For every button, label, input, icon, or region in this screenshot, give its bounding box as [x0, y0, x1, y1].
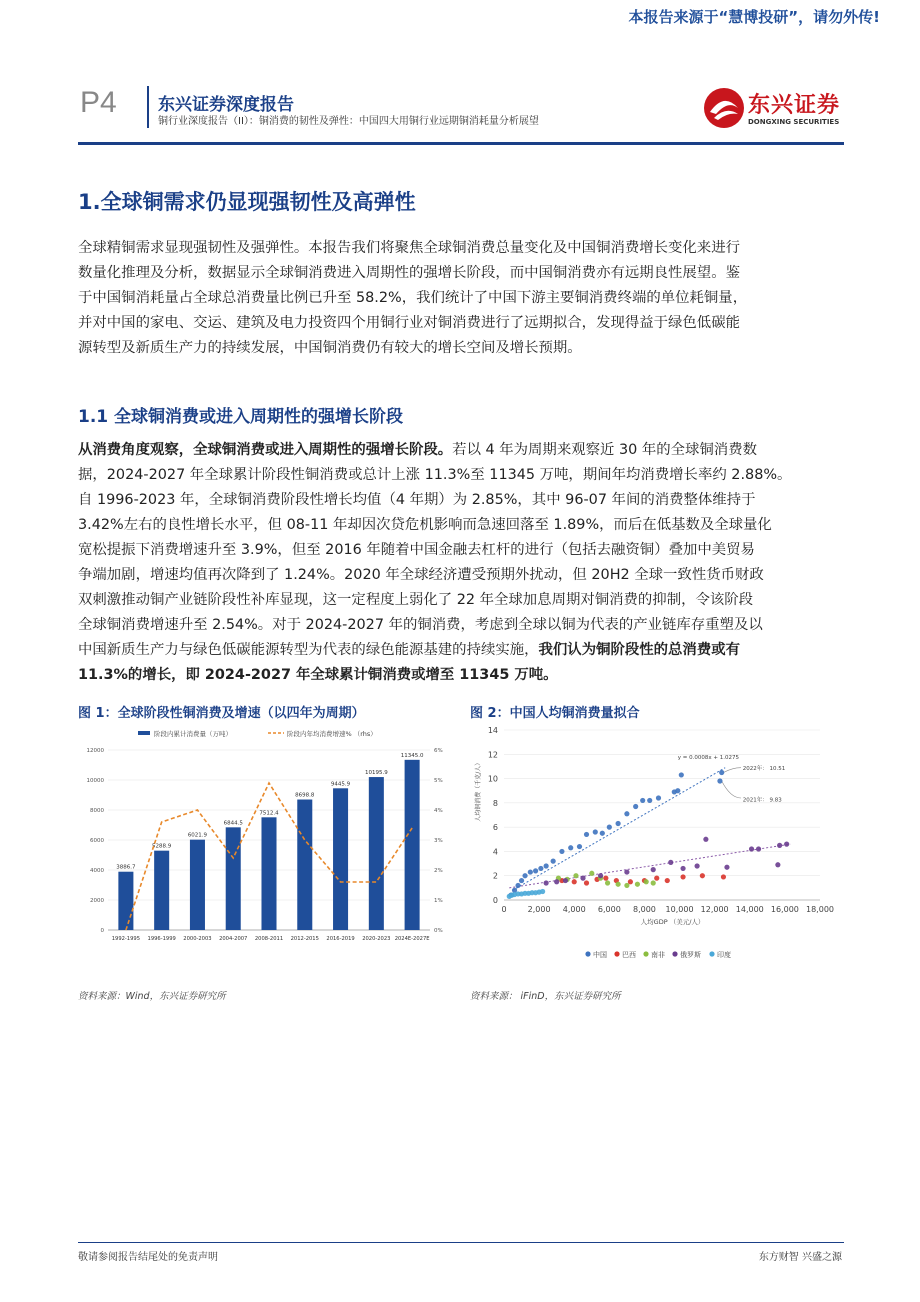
x-tick-label: 0: [501, 905, 507, 914]
category-label: 2000-2003: [183, 936, 212, 942]
figure-2-chart: [470, 722, 846, 968]
x-tick-label: 2,000: [527, 905, 551, 914]
scatter-point: [640, 798, 645, 803]
scatter-point: [695, 863, 700, 868]
footer-rule: [78, 1242, 844, 1243]
paragraph-line: [78, 663, 844, 688]
bar: [261, 817, 276, 930]
paragraph-line: 争端加剧，增速均值再次降到了 1.24%。2020 年全球经济遭受预期外扰动，但 20H2 全球一致性货币财政: [78, 567, 764, 583]
left-tick-label: 10000: [86, 778, 104, 784]
annotation-2022: 2022年： 10.51: [742, 766, 786, 773]
bar: [190, 840, 205, 930]
scatter-point: [573, 873, 578, 878]
scatter-point: [544, 863, 549, 868]
figure-2-source: 资料来源： iFinD，东兴证券研究所: [470, 991, 621, 1002]
section-1-1-heading: 1.1 全球铜消费或进入周期性的强增长阶段: [78, 407, 404, 427]
scatter-point: [651, 867, 656, 872]
scatter-point: [703, 837, 708, 842]
scatter-point: [538, 866, 543, 871]
scatter-point: [551, 859, 556, 864]
annotation-2021: 2021年： 9.83: [742, 797, 782, 804]
bar: [333, 788, 348, 930]
bar-value-label: 6844.5: [223, 820, 243, 827]
conclusion-bold: 我们认为铜阶段性的总消费或有: [538, 642, 740, 658]
category-label: 2020-2023: [362, 936, 391, 942]
legend-line-label: 阶段内年均消费增速% （rhs）: [287, 730, 377, 738]
logo-text: 东兴证券: [748, 93, 841, 118]
paragraph-line: 全球精铜需求显现强韧性及强弹性。本报告我们将聚焦全球铜消费总量变化及中国铜消费增长变化来进行: [78, 240, 740, 256]
right-tick-label: 5%: [434, 778, 443, 784]
scatter-point: [644, 879, 649, 884]
category-label: 1992-1995: [111, 936, 141, 942]
figure-1-chart: [78, 722, 458, 954]
line-plain: 中国新质生产力与绿色低碳能源转型为代表的绿色能源基建的持续实施，: [78, 642, 539, 658]
source-notice: 本报告来源于“慧博投研”，请勿外传!: [628, 8, 880, 26]
scatter-point: [559, 849, 564, 854]
paragraph-line: [78, 638, 844, 663]
bar-value-label: 3886.7: [116, 864, 136, 871]
paragraph-line: 于中国铜消耗量占全球总消费量比例已升至 58.2%，我们统计了中国下游主要铜消费终端的单位耗铜量，: [78, 290, 748, 306]
bar: [226, 827, 241, 930]
conclusion-bold-end: 11.3%的增长，即 2024-2027 年全球累计铜消费或增至 11345 万吨。: [78, 667, 558, 683]
right-tick-label: 6%: [434, 748, 443, 754]
legend-marker: [585, 951, 590, 956]
scatter-point: [598, 873, 603, 878]
scatter-point: [624, 869, 629, 874]
trend-equation: y = 0.0008x + 1.0275: [677, 755, 740, 762]
right-tick-label: 2%: [434, 868, 443, 874]
scatter-point: [522, 873, 527, 878]
scatter-point: [675, 788, 680, 793]
legend-label: 印度: [717, 951, 731, 959]
bar-value-label: 7512.4: [259, 810, 279, 817]
bar: [118, 872, 133, 930]
scatter-point: [651, 880, 656, 885]
paragraph-line: 并对中国的家电、交运、建筑及电力投资四个用铜行业对铜消费进行了远期拟合，发现得益于绿色低碳能: [78, 315, 740, 331]
page-number: P4: [80, 86, 117, 119]
scatter-point: [528, 869, 533, 874]
category-label: 2016-2019: [326, 936, 355, 942]
left-tick-label: 12000: [86, 748, 104, 754]
scatter-point: [624, 883, 629, 888]
china-trendline: [513, 768, 725, 891]
x-tick-label: 8,000: [632, 905, 656, 914]
left-tick-label: 8000: [90, 808, 104, 814]
legend-bar-swatch: [138, 731, 150, 735]
paragraph-line: [78, 438, 844, 463]
scatter-point: [519, 878, 524, 883]
scatter-point: [577, 844, 582, 849]
category-label: 2012-2015: [290, 936, 319, 942]
scatter-point: [654, 876, 659, 881]
bar-value-label: 6021.9: [187, 832, 208, 839]
x-tick-label: 6,000: [597, 905, 621, 914]
bar: [369, 777, 384, 930]
figure-1-source: 资料来源：Wind，东兴证券研究所: [78, 991, 226, 1002]
scatter-point: [554, 879, 559, 884]
bar-value-label: 9445.9: [330, 781, 351, 788]
annotation-leader: [722, 781, 741, 798]
lead-rest: 若以 4 年为周期来观察近 30 年的全球铜消费数: [452, 442, 757, 458]
scatter-point: [605, 880, 610, 885]
scatter-point: [679, 772, 684, 777]
y-tick-label: 4: [492, 847, 498, 857]
y-tick-label: 6: [492, 823, 498, 833]
scatter-point: [717, 778, 722, 783]
footer-slogan: 东方财智 兴盛之源: [758, 1252, 842, 1263]
bar: [297, 800, 312, 930]
section-1-1-paragraph: [78, 438, 844, 688]
scatter-point: [515, 883, 520, 888]
scatter-point: [656, 795, 661, 800]
legend-label: 南非: [651, 951, 665, 959]
scatter-point: [724, 865, 729, 870]
scatter-point: [603, 876, 608, 881]
report-title: 东兴证券深度报告: [158, 95, 294, 115]
header-rule: [78, 142, 844, 145]
bar: [405, 760, 420, 930]
paragraph-line: 3.42%左右的良性增长水平，但 08-11 年却因次贷危机影响而急速回落至 1.89%，而后在低基数及全球量化: [78, 517, 772, 533]
paragraph-line: 自 1996-2023 年，全球铜消费阶段性增长均值（4 年期）为 2.85%，其中 96-07 年间的消费整体维持于: [78, 492, 756, 508]
scatter-point: [544, 880, 549, 885]
bar-value-label: 10195.9: [364, 770, 388, 777]
scatter-point: [616, 821, 621, 826]
x-tick-label: 12,000: [700, 905, 729, 914]
scatter-point: [584, 880, 589, 885]
annotation-leader: [723, 768, 741, 773]
y-tick-label: 2: [492, 871, 498, 881]
dongxing-logo-icon: [702, 86, 746, 130]
header-divider: [147, 86, 149, 128]
scatter-point: [616, 882, 621, 887]
legend-marker: [709, 951, 714, 956]
scatter-point: [563, 878, 568, 883]
figure-1-caption: 图 1：全球阶段性铜消费及增速（以四年为周期）: [78, 706, 365, 721]
scatter-point: [668, 860, 673, 865]
bar-value-label: 11345.0: [400, 752, 424, 759]
scatter-point: [680, 866, 685, 871]
paragraph-line: 源转型及新质生产力的持续发展，中国铜消费仍有较大的增长空间及增长预期。: [78, 340, 582, 356]
bar-value-label: 5288.9: [152, 843, 172, 850]
scatter-point: [784, 842, 789, 847]
scatter-point: [589, 871, 594, 876]
scatter-point: [680, 874, 685, 879]
category-label: 2008-2011: [254, 936, 284, 942]
scatter-point: [749, 846, 754, 851]
bar: [154, 851, 169, 930]
paragraph-line: 数量化推理及分析，数据显示全球铜消费进入周期性的强增长阶段，而中国铜消费亦有远期良性展望。鉴: [78, 265, 740, 281]
section-1-paragraph: [78, 236, 844, 361]
scatter-point: [540, 889, 545, 894]
footer-disclaimer: 敬请参阅报告结尾处的免责声明: [78, 1252, 218, 1263]
y-axis-title: 人均铜消费（千克/人）: [475, 759, 482, 822]
scatter-point: [719, 770, 724, 775]
section-1-heading: 1.全球铜需求仍显现强韧性及高弹性: [78, 190, 416, 214]
logo-english: DONGXING SECURITIES: [748, 118, 840, 126]
left-tick-label: 0: [100, 928, 104, 934]
right-tick-label: 1%: [434, 898, 443, 904]
scatter-point: [624, 811, 629, 816]
scatter-point: [600, 831, 605, 836]
y-tick-label: 0: [492, 896, 498, 905]
scatter-point: [580, 876, 585, 881]
category-label: 1996-1999: [147, 936, 176, 942]
bold-lead: 从消费角度观察，全球铜消费或进入周期性的强增长阶段。: [78, 442, 453, 458]
legend-marker: [643, 951, 648, 956]
legend-label: 俄罗斯: [680, 951, 701, 959]
x-tick-label: 16,000: [770, 905, 799, 914]
right-tick-label: 0%: [434, 928, 443, 934]
paragraph-line: 双刺激推动铜产业链阶段性补库显现，这一定程度上弱化了 22 年全球加息周期对铜消费的抑制，令该阶段: [78, 592, 754, 608]
legend-label: 中国: [593, 951, 607, 959]
scatter-point: [775, 862, 780, 867]
scatter-point: [635, 882, 640, 887]
scatter-point: [572, 879, 577, 884]
scatter-point: [593, 829, 598, 834]
peer-trendline: [509, 844, 790, 888]
x-tick-label: 10,000: [665, 905, 694, 914]
scatter-point: [665, 878, 670, 883]
y-tick-label: 10: [487, 774, 498, 784]
legend-label: 巴西: [622, 951, 636, 959]
figure-2-caption: 图 2：中国人均铜消费量拟合: [470, 706, 640, 721]
paragraph-line: 宽松提振下消费增速升至 3.9%，但至 2016 年随着中国金融去杠杆的进行（包括去融资铜）叠加中美贸易: [78, 542, 755, 558]
bar-value-label: 8698.8: [295, 792, 315, 799]
scatter-point: [568, 845, 573, 850]
x-tick-label: 14,000: [735, 905, 764, 914]
scatter-point: [647, 798, 652, 803]
x-axis-title: 人均GDP （美元/人）: [640, 918, 705, 926]
scatter-point: [584, 832, 589, 837]
left-tick-label: 6000: [90, 838, 104, 844]
y-tick-label: 14: [487, 726, 498, 735]
scatter-point: [607, 825, 612, 830]
x-tick-label: 18,000: [806, 905, 834, 914]
legend-marker: [672, 951, 677, 956]
left-tick-label: 4000: [90, 868, 104, 874]
left-tick-label: 2000: [90, 898, 104, 904]
y-tick-label: 8: [492, 798, 498, 808]
legend-bar-label: 阶段内累计消费量（万吨）: [154, 730, 232, 738]
category-label: 2004-2007: [219, 936, 248, 942]
legend-marker: [614, 951, 619, 956]
scatter-point: [700, 873, 705, 878]
paragraph-line: 据，2024-2027 年全球累计阶段性铜消费或总计上涨 11.3%至 11345 万吨，期间年均消费增长率约 2.88%。: [78, 467, 792, 483]
right-tick-label: 3%: [434, 838, 443, 844]
y-tick-label: 12: [487, 750, 498, 760]
scatter-point: [777, 843, 782, 848]
paragraph-line: 全球铜消费增速升至 2.54%。对于 2024-2027 年的铜消费，考虑到全球以铜为代表的产业链库存重塑及以: [78, 617, 763, 633]
report-subtitle: 铜行业深度报告（II）：铜消费的韧性及弹性：中国四大用铜行业远期铜消耗量分析展望: [158, 116, 539, 127]
scatter-point: [633, 804, 638, 809]
category-label: 2024E-2027E: [394, 936, 430, 942]
right-tick-label: 4%: [434, 808, 443, 814]
scatter-point: [756, 846, 761, 851]
scatter-point: [721, 874, 726, 879]
scatter-point: [533, 868, 538, 873]
x-tick-label: 4,000: [562, 905, 586, 914]
